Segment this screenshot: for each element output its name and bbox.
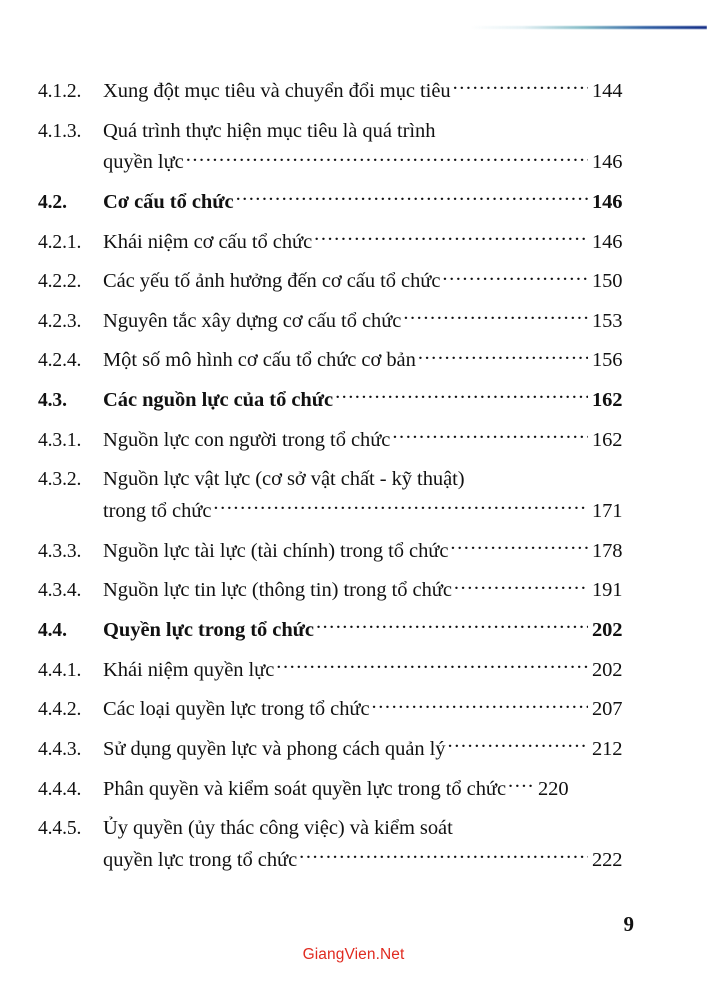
toc-entry[interactable] xyxy=(38,268,638,295)
toc-entry-number: 4.2.2. xyxy=(38,271,82,293)
toc-entry-number: 4.4.4. xyxy=(38,778,82,800)
toc-dot-leader xyxy=(392,430,588,446)
toc-entry-page: 207 xyxy=(592,698,623,721)
toc-entry-line xyxy=(38,776,638,803)
toc-entry-number: 4.4.2. xyxy=(38,699,82,721)
toc-entry-title: Các loại quyền lực trong tổ chức xyxy=(103,698,370,721)
toc-entry-title: Nguồn lực tài lực (tài chính) trong tổ chức xyxy=(103,539,449,562)
table-of-contents xyxy=(38,78,638,886)
toc-entry-line xyxy=(38,387,638,414)
toc-entry[interactable] xyxy=(38,657,638,684)
toc-dot-leader xyxy=(335,390,588,406)
toc-entry-line xyxy=(38,78,638,105)
toc-entry-line xyxy=(38,347,638,374)
toc-entry-title: Ủy quyền (ủy thác công việc) và kiểm soát xyxy=(103,817,453,840)
toc-dot-leader xyxy=(236,192,588,208)
toc-entry-title: Sử dụng quyền lực và phong cách quản lý xyxy=(103,737,446,760)
toc-entry[interactable] xyxy=(38,815,638,873)
toc-entry[interactable] xyxy=(38,118,638,176)
scan-edge-artifact xyxy=(470,26,707,29)
toc-entry-page: 156 xyxy=(592,349,623,372)
toc-entry-page: 144 xyxy=(592,80,623,102)
toc-entry-title: Quyền lực trong tổ chức xyxy=(103,618,314,641)
toc-entry-line xyxy=(38,617,638,644)
toc-entry-title: Các nguồn lực của tổ chức xyxy=(103,389,334,412)
toc-entry-line xyxy=(38,427,638,454)
toc-entry-title: Các yếu tố ảnh hưởng đến cơ cấu tổ chức xyxy=(103,270,441,293)
toc-entry-number: 4.2.3. xyxy=(38,310,82,332)
toc-entry[interactable] xyxy=(38,617,638,644)
toc-entry-line xyxy=(38,577,638,604)
toc-entry-title: Một số mô hình cơ cấu tổ chức cơ bản xyxy=(103,349,416,372)
toc-entry-page: 191 xyxy=(592,579,623,602)
toc-entry-line xyxy=(38,815,638,842)
toc-dot-leader xyxy=(442,271,588,287)
toc-entry[interactable] xyxy=(38,387,638,414)
toc-dot-leader xyxy=(448,739,588,755)
toc-entry-page: 150 xyxy=(592,270,623,293)
toc-dot-leader xyxy=(450,541,588,557)
toc-entry-title: Cơ cấu tổ chức xyxy=(103,190,234,213)
toc-entry-page: 162 xyxy=(592,389,623,412)
toc-dot-leader xyxy=(454,580,588,596)
toc-entry-title: Khái niệm quyền lực xyxy=(103,658,275,681)
toc-entry-number: 4.4.5. xyxy=(38,818,82,840)
toc-entry[interactable] xyxy=(38,189,638,216)
toc-entry-line xyxy=(38,538,638,565)
site-watermark: GiangVien.Net xyxy=(302,946,405,963)
toc-dot-leader xyxy=(213,501,588,517)
toc-entry-line xyxy=(38,229,638,256)
toc-entry[interactable] xyxy=(38,229,638,256)
toc-entry-line xyxy=(38,308,638,335)
toc-entry-title: Quá trình thực hiện mục tiêu là quá trình xyxy=(103,119,436,142)
toc-entry[interactable] xyxy=(38,308,638,335)
toc-entry-page: 202 xyxy=(592,618,623,641)
toc-entry[interactable] xyxy=(38,696,638,723)
toc-entry-number: 4.2.1. xyxy=(38,231,82,253)
toc-entry-page: 146 xyxy=(592,151,623,174)
toc-entry-line-continued xyxy=(38,149,638,176)
toc-entry-line xyxy=(38,736,638,763)
toc-entry-line-continued xyxy=(38,847,638,874)
toc-entry-title: Nguồn lực vật lực (cơ sở vật chất - kỹ thuật) xyxy=(103,468,465,491)
toc-entry-line xyxy=(38,189,638,216)
toc-entry[interactable] xyxy=(38,538,638,565)
toc-entry[interactable] xyxy=(38,736,638,763)
toc-entry-page: 202 xyxy=(592,658,623,681)
toc-entry-number: 4.1.2. xyxy=(38,81,82,102)
toc-entry-number: 4.2.4. xyxy=(38,350,82,372)
toc-entry-number: 4.4.1. xyxy=(38,659,82,681)
toc-entry[interactable] xyxy=(38,577,638,604)
toc-entry-title: Nguyên tắc xây dựng cơ cấu tổ chức xyxy=(103,309,402,332)
toc-entry[interactable] xyxy=(38,466,638,524)
toc-entry-number: 4.2. xyxy=(38,191,67,213)
toc-entry-line-continued xyxy=(38,498,638,525)
toc-entry-page: 220 xyxy=(538,777,569,800)
toc-entry[interactable] xyxy=(38,347,638,374)
toc-entry-number: 4.3.1. xyxy=(38,429,82,451)
toc-dot-leader xyxy=(299,850,588,866)
toc-entry-page: 212 xyxy=(592,737,623,760)
toc-entry-number: 4.4. xyxy=(38,619,67,641)
toc-entry[interactable] xyxy=(38,78,638,105)
toc-entry-title: Khái niệm cơ cấu tổ chức xyxy=(103,230,313,253)
toc-dot-leader xyxy=(186,152,588,168)
toc-entry-title: Nguồn lực tin lực (thông tin) trong tổ chức xyxy=(103,579,452,602)
toc-entry-title-continued: quyền lực xyxy=(103,151,184,174)
toc-entry[interactable] xyxy=(38,427,638,454)
toc-dot-leader xyxy=(453,81,588,97)
toc-dot-leader xyxy=(314,232,588,248)
toc-dot-leader xyxy=(418,350,588,366)
page-number: 9 xyxy=(623,912,634,936)
toc-entry-title-continued: quyền lực trong tổ chức xyxy=(103,848,298,871)
toc-entry-number: 4.3.2. xyxy=(38,469,82,491)
toc-entry-number: 4.4.3. xyxy=(38,738,82,760)
toc-entry-page: 146 xyxy=(592,230,623,253)
toc-entry-page: 178 xyxy=(592,539,623,562)
toc-entry-number: 4.3. xyxy=(38,390,67,412)
toc-entry-title: Nguồn lực con người trong tổ chức xyxy=(103,428,391,451)
toc-dot-leader xyxy=(316,620,588,636)
toc-entry-line xyxy=(38,268,638,295)
toc-entry[interactable] xyxy=(38,776,638,803)
toc-entry-number: 4.3.3. xyxy=(38,540,82,562)
toc-entry-line xyxy=(38,118,638,145)
toc-dot-leader xyxy=(276,660,588,676)
toc-entry-title-continued: trong tổ chức xyxy=(103,500,212,523)
toc-entry-page: 171 xyxy=(592,500,623,523)
toc-entry-page: 222 xyxy=(592,848,623,871)
toc-entry-page: 146 xyxy=(592,190,623,213)
toc-dot-leader xyxy=(372,699,588,715)
toc-entry-number: 4.1.3. xyxy=(38,120,82,142)
toc-entry-line xyxy=(38,466,638,493)
toc-dot-leader xyxy=(403,311,588,327)
toc-entry-page: 162 xyxy=(592,428,623,451)
toc-entry-line xyxy=(38,657,638,684)
toc-entry-number: 4.3.4. xyxy=(38,580,82,602)
toc-dot-leader xyxy=(508,779,534,795)
toc-entry-title: Phân quyền và kiểm soát quyền lực trong tổ chức xyxy=(103,777,507,800)
toc-entry-page: 153 xyxy=(592,309,623,332)
toc-entry-title: Xung đột mục tiêu và chuyển đổi mục tiêu xyxy=(103,80,451,102)
toc-entry-line xyxy=(38,696,638,723)
